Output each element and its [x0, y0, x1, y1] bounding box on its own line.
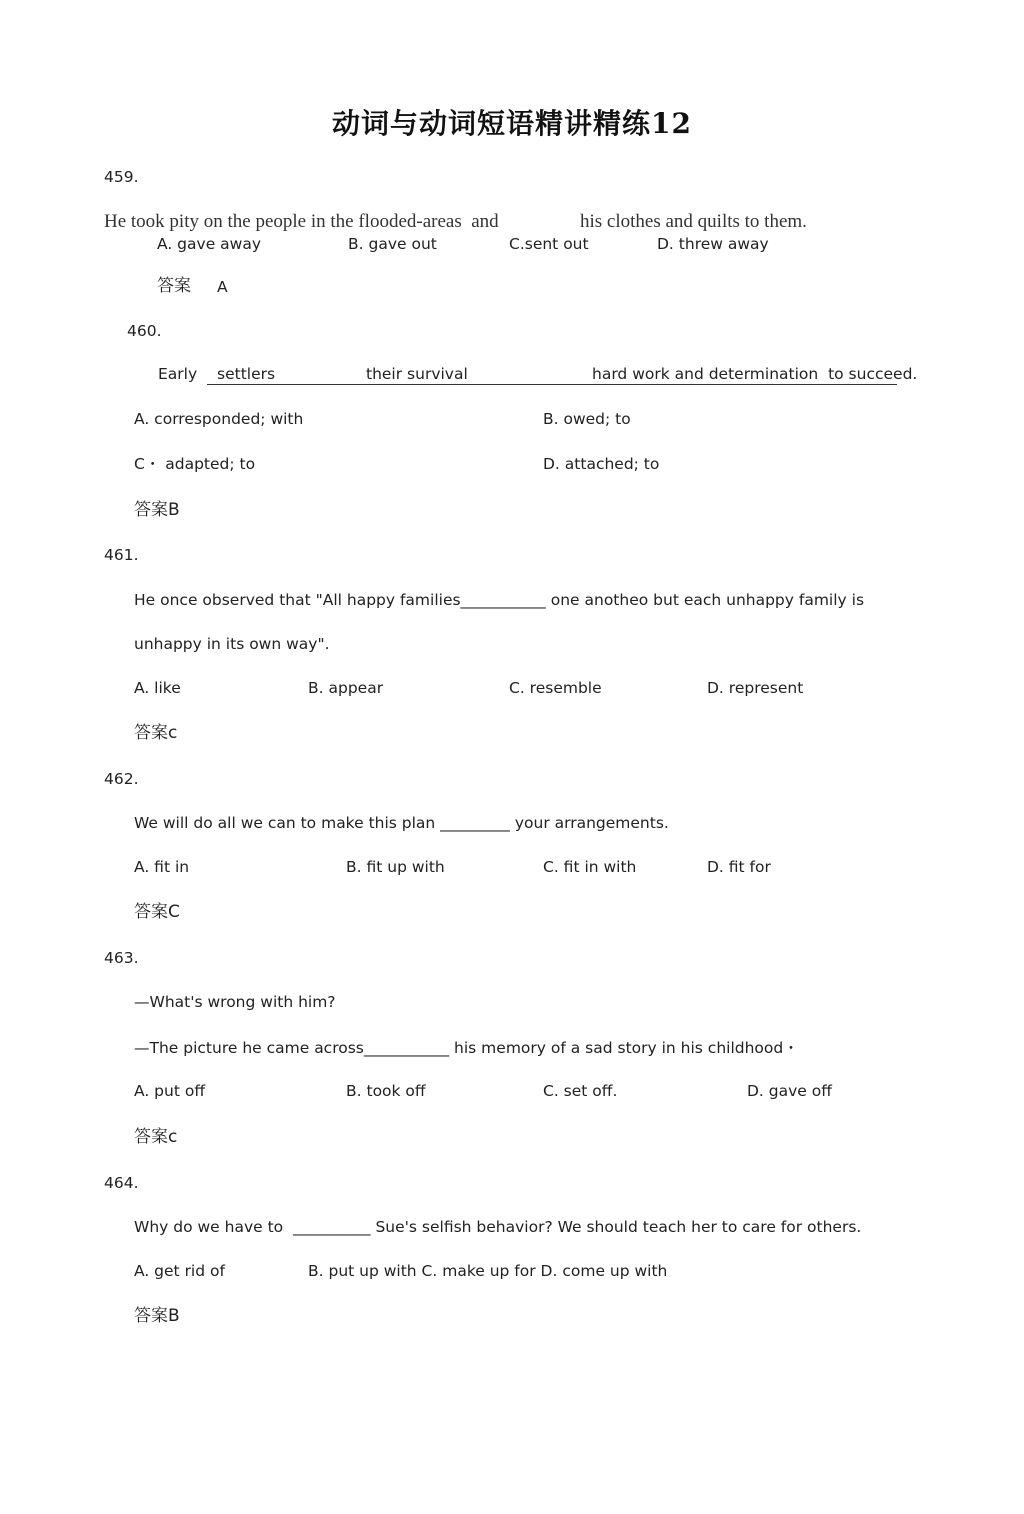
answer: 答案B [134, 500, 180, 520]
option-c: C. fit in with [543, 858, 637, 876]
option-a: A. gave away [157, 235, 262, 253]
question-stem: hard work and determination to succeed. [592, 365, 918, 383]
question-stem: their survival [366, 365, 468, 383]
option-a: A. fit in [134, 858, 190, 876]
option-d: D. threw away [657, 235, 769, 253]
answer: 答案c [134, 1127, 178, 1147]
question-number: 460. [127, 322, 162, 340]
answer: 答案B [134, 1306, 180, 1326]
answer: 答案C [134, 902, 180, 922]
option-b: B. owed; to [543, 410, 631, 428]
option-d: D. represent [707, 679, 804, 697]
option-d: D. attached; to [543, 455, 660, 473]
option-b: B. fit up with [346, 858, 445, 876]
question-stem: unhappy in its own way". [134, 635, 330, 653]
question-stem: —The picture he came across___________ his memory of a sad story in his childhood・ [134, 1039, 799, 1057]
option-c: C・ adapted; to [134, 455, 256, 473]
option-a: A. put off [134, 1082, 206, 1100]
option-c: C. resemble [509, 679, 602, 697]
option-a: A. get rid of [134, 1262, 225, 1280]
question-number: 464. [104, 1174, 139, 1192]
option-d: D. gave off [747, 1082, 832, 1100]
question-number: 462. [104, 770, 139, 788]
option-a: A. like [134, 679, 181, 697]
answer: 答案c [134, 723, 178, 743]
question-stem: Why do we have to __________ Sue's selfish behavior? We should teach her to care for others. [134, 1218, 862, 1236]
question-number: 463. [104, 949, 139, 967]
question-stem: his clothes and quilts to them. [580, 211, 807, 232]
question-stem: We will do all we can to make this plan _________ your arrangements. [134, 814, 669, 832]
answer-value: A [217, 278, 228, 296]
option-d: D. fit for [707, 858, 771, 876]
page-title: 动词与动词短语精讲精练12 [332, 107, 692, 140]
option-b: B. gave out [348, 235, 437, 253]
option-b: B. took off [346, 1082, 426, 1100]
question-stem: settlers [217, 365, 276, 383]
option-b: B. appear [308, 679, 384, 697]
answer-label: 答案 [157, 276, 191, 296]
option-c: C. set off. [543, 1082, 618, 1100]
question-stem: —What's wrong with him? [134, 993, 336, 1011]
option-b: B. put up with C. make up for D. come up with [308, 1262, 668, 1280]
question-stem: He once observed that "All happy families___________ one anotheo but each unhappy family is [134, 591, 865, 609]
question-number: 459. [104, 168, 139, 186]
option-a: A. corresponded; with [134, 410, 304, 428]
question-stem: Early [158, 365, 198, 383]
answer-blank-line [207, 384, 897, 385]
question-number: 461. [104, 546, 139, 564]
option-c: C.sent out [509, 235, 589, 253]
question-stem: He took pity on the people in the flooded-areas and [104, 211, 499, 232]
